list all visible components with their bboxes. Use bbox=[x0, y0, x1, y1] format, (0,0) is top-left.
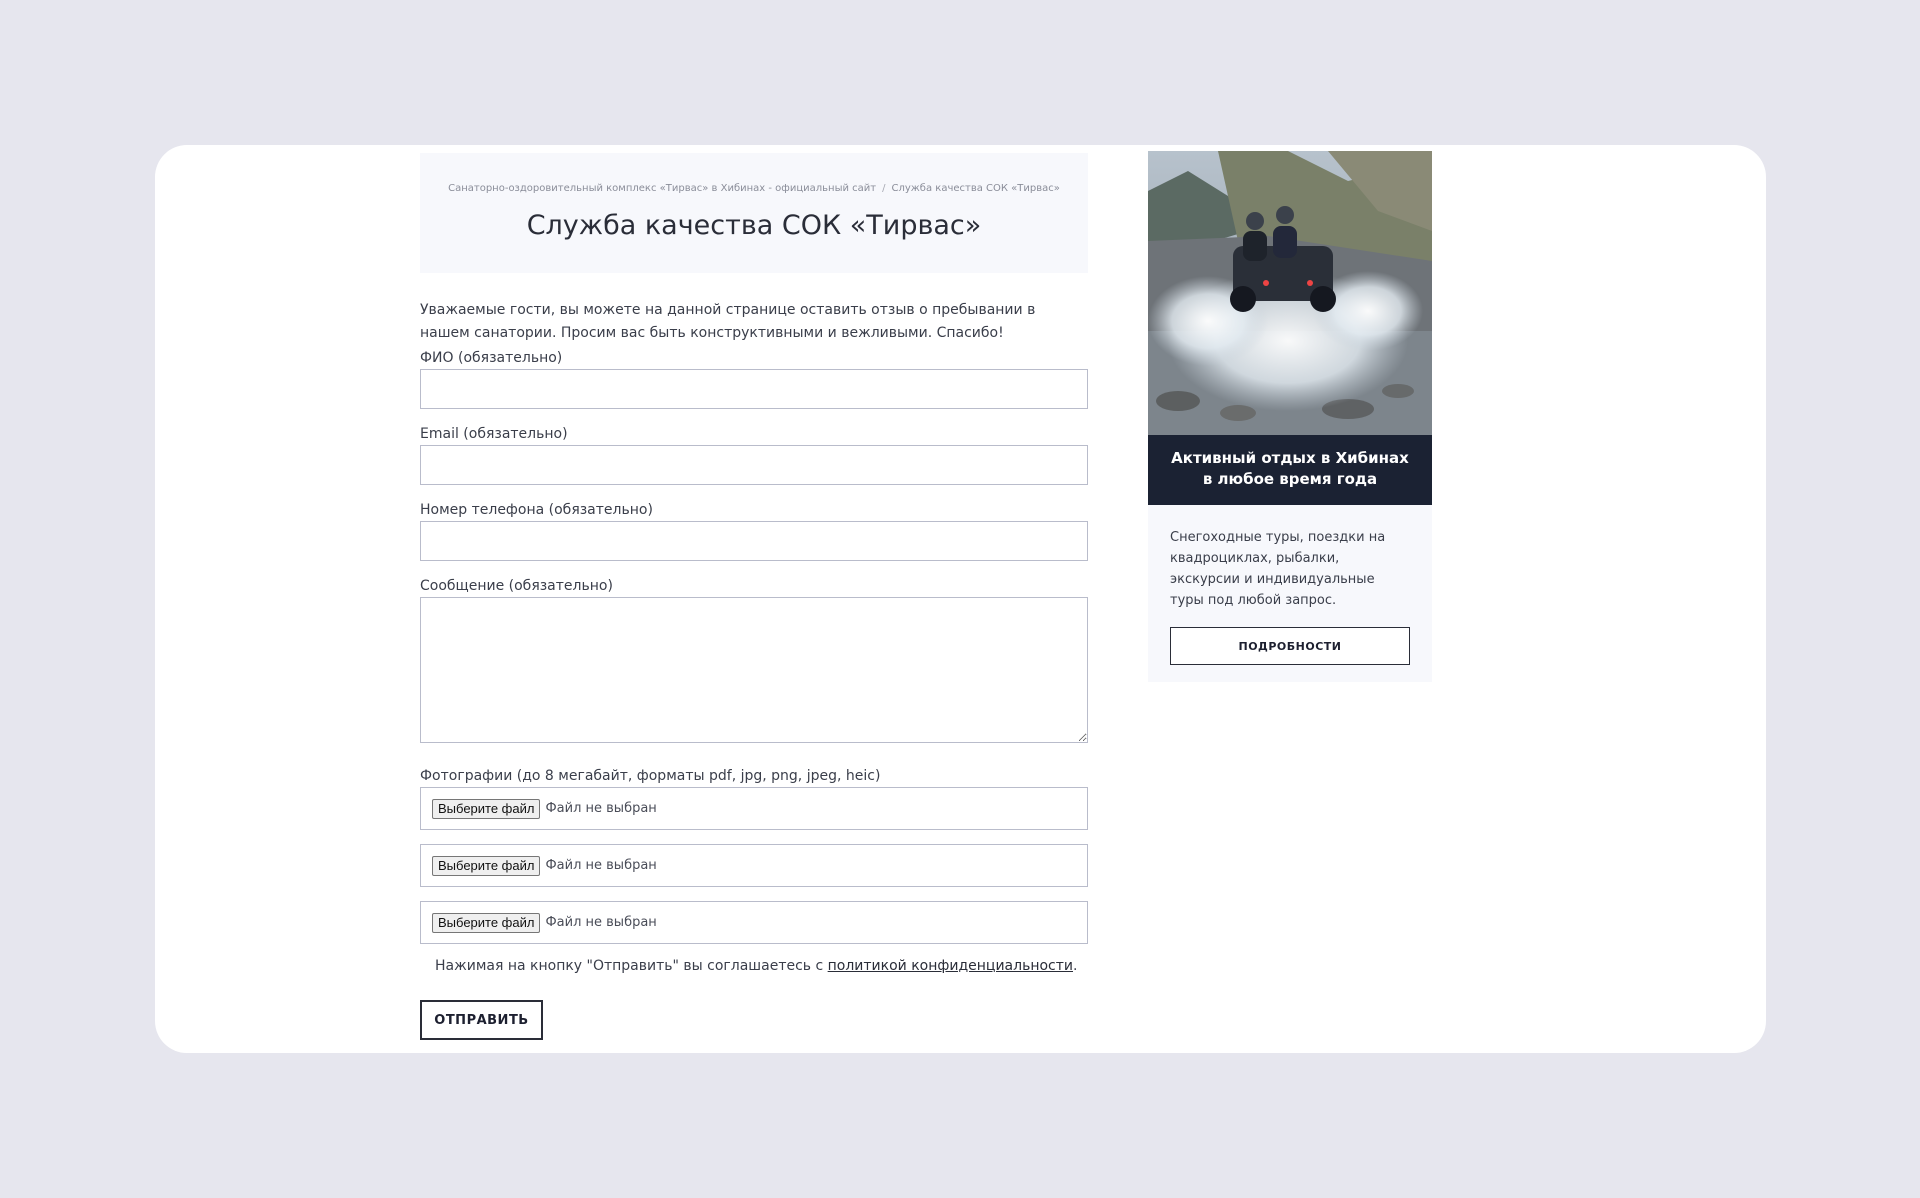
promo-caption-line2: в любое время года bbox=[1202, 470, 1378, 488]
promo-image-atv[interactable] bbox=[1148, 151, 1432, 435]
breadcrumb-home-link[interactable]: Санаторно-оздоровительный комплекс «Тирвас» в Хибинах - официальный сайт bbox=[448, 183, 877, 194]
submit-button[interactable]: ОТПРАВИТЬ bbox=[420, 1000, 543, 1040]
file-input-1[interactable] bbox=[420, 787, 1088, 830]
choose-file-button[interactable]: Выберите файл bbox=[432, 799, 540, 819]
file-status: Файл не выбран bbox=[545, 858, 657, 873]
email-field-group bbox=[420, 423, 1088, 485]
page-header bbox=[420, 153, 1088, 273]
file-status: Файл не выбран bbox=[545, 801, 657, 816]
promo-body bbox=[1148, 505, 1432, 682]
feedback-form bbox=[420, 347, 1088, 1040]
main-column bbox=[420, 153, 1088, 1040]
consent-text bbox=[420, 958, 1088, 974]
promo-sidebar bbox=[1148, 151, 1432, 682]
choose-file-button[interactable]: Выберите файл bbox=[432, 856, 540, 876]
name-label: ФИО (обязательно) bbox=[420, 350, 563, 366]
content-card bbox=[155, 145, 1766, 1053]
page-title: Служба качества СОК «Тирвас» bbox=[526, 210, 982, 241]
phone-field-group bbox=[420, 499, 1088, 561]
photos-field-group bbox=[420, 765, 1088, 944]
phone-label: Номер телефона (обязательно) bbox=[420, 502, 653, 518]
message-field-group bbox=[420, 575, 1088, 743]
consent-suffix: . bbox=[1073, 958, 1078, 974]
privacy-policy-link[interactable]: политикой конфиденциальности bbox=[827, 958, 1073, 974]
file-status: Файл не выбран bbox=[545, 915, 657, 930]
atv-river-illustration bbox=[1148, 151, 1432, 435]
promo-caption-line1: Активный отдых в Хибинах bbox=[1171, 449, 1409, 467]
intro-text: Уважаемые гости, вы можете на данной странице оставить отзыв о пребывании в нашем санатории. Просим вас быть конструктивными и вежливыми. Спасибо! bbox=[420, 302, 1036, 341]
email-input[interactable] bbox=[420, 445, 1088, 485]
promo-text: Снегоходные туры, поездки на квадроциклах, рыбалки, экскурсии и индивидуальные туры под любой запрос. bbox=[1170, 530, 1386, 608]
details-button[interactable]: ПОДРОБНОСТИ bbox=[1170, 627, 1410, 665]
phone-input[interactable] bbox=[420, 521, 1088, 561]
file-input-3[interactable] bbox=[420, 901, 1088, 944]
photos-label: Фотографии (до 8 мегабайт, форматы pdf, jpg, png, jpeg, heic) bbox=[420, 768, 881, 784]
file-input-2[interactable] bbox=[420, 844, 1088, 887]
message-label: Сообщение (обязательно) bbox=[420, 578, 613, 594]
email-label: Email (обязательно) bbox=[420, 426, 568, 442]
name-input[interactable] bbox=[420, 369, 1088, 409]
message-textarea[interactable] bbox=[420, 597, 1088, 743]
name-field-group bbox=[420, 347, 1088, 409]
consent-prefix: Нажимая на кнопку "Отправить" вы соглашаетесь с bbox=[435, 958, 828, 974]
choose-file-button[interactable]: Выберите файл bbox=[432, 913, 540, 933]
breadcrumb bbox=[420, 183, 1088, 194]
breadcrumb-separator: / bbox=[882, 183, 886, 194]
promo-caption[interactable] bbox=[1148, 435, 1432, 505]
breadcrumb-current: Служба качества СОК «Тирвас» bbox=[891, 183, 1060, 194]
